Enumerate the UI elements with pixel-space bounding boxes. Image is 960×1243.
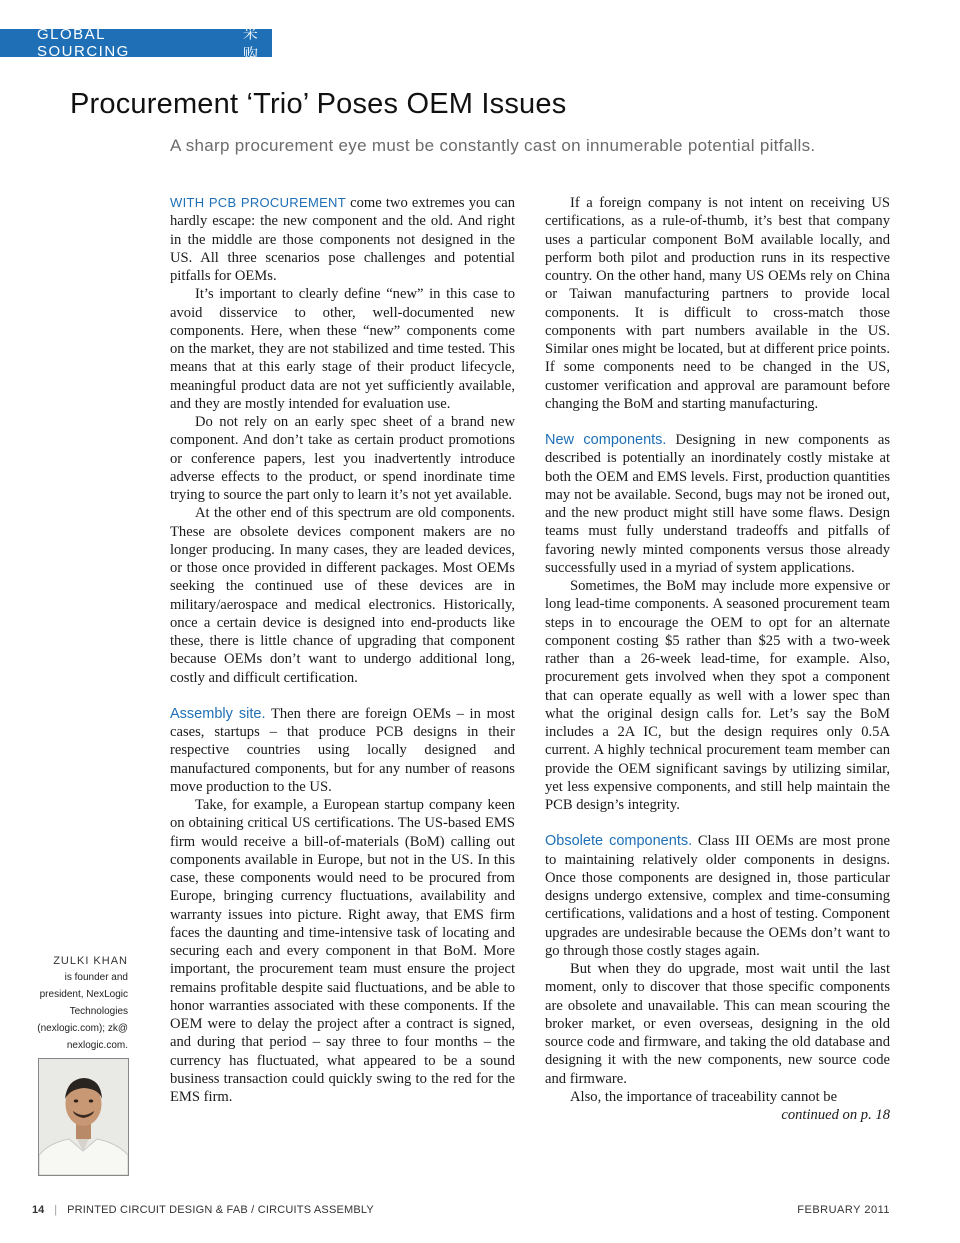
author-name: ZULKI KHAN bbox=[53, 955, 128, 967]
section-label: GLOBAL SOURCING bbox=[37, 26, 130, 60]
article-column-1 bbox=[170, 194, 515, 1106]
section-label-zh: 采购 bbox=[242, 24, 258, 63]
paragraph: At the other end of this spectrum are old components. These are obsolete devices component makers are no longer producing. In many cases, they are leaded devices, or those once provided in different packages. Most OEMs seeking the continued use of these devices are in military/aerospace and medical electronics. Historically, once a certain device is designed into end-products like these, there is little chance of upgrading that component because OEMs don’t want to undergo additional long, costly and difficult certification. bbox=[170, 505, 515, 686]
paragraph: It’s important to clearly define “new” in this case to avoid disservice to other, well-documented new components. Here, when these “new” components come on the market, they are not stabilized and time tested. This means that at this early stage of their product lifecycle, meaningful product data are not yet sufficiently available, and they are mostly intended for evaluation use. bbox=[170, 286, 515, 412]
author-photo bbox=[38, 1058, 129, 1176]
paragraph: Also, the importance of traceability cannot be bbox=[570, 1088, 838, 1105]
issue-date: FEBRUARY 2011 bbox=[797, 1204, 890, 1216]
article-title: Procurement ‘Trio’ Poses OEM Issues bbox=[70, 88, 567, 120]
author-bio bbox=[30, 953, 128, 1054]
subhead-obsolete-components: Obsolete components. bbox=[545, 833, 693, 850]
page-number: 14 bbox=[32, 1204, 45, 1216]
paragraph: Assembly site. Then there are foreign OEMs – in most cases, startups – that produce PCB designs in their respective countries using locally designed and manufactured components, but for any number of reasons move production to the US. bbox=[170, 705, 515, 795]
footer-divider: | bbox=[54, 1204, 58, 1216]
continued-note: continued on p. 18 bbox=[781, 1107, 890, 1123]
publication-name: PRINTED CIRCUIT DESIGN & FAB / CIRCUITS ASSEMBLY bbox=[67, 1204, 374, 1216]
article-column-2 bbox=[545, 194, 890, 1124]
lead-in: WITH PCB PROCUREMENT bbox=[170, 195, 346, 210]
paragraph: Obsolete components. Class III OEMs are most prone to maintaining relatively older components in designs. Once those components are designed in, those particular designs undergo extensive, complex and time-consuming certifications, validations and a host of testing. Component upgrades are undesirable because the OEMs don’t want to go through those costly stages again. bbox=[545, 833, 890, 959]
paragraph: WITH PCB PROCUREMENT come two extremes you can hardly escape: the new component and the old. And right in the middle are those components not designed in the US. All three scenarios pose challenges and potential pitfalls for OEMs. bbox=[170, 195, 515, 284]
person-portrait-icon bbox=[39, 1059, 128, 1175]
section-tab bbox=[0, 24, 272, 63]
paragraph: Do not rely on an early spec sheet of a brand new component. And don’t take as certain product promotions or conference papers, lest you inadvertently introduce adverse effects to the product, or spend inordinate time trying to source the part only to learn it’s not yet available. bbox=[170, 414, 515, 503]
paragraph: Take, for example, a European startup company keen on obtaining critical US certifications. The US-based EMS firm would receive a bill-of-materials (BoM) calling out components available in Europe, but not in the US. In this case, these components would need to be procured from Europe, bringing currency fluctuations, availability and warranty issues into picture. Right away, that EMS firm faces the daunting and time-intensive task of locating and securing each and every component in that BoM. More important, the procurement team must ensure the project remains profitable despite said fluctuations, and be able to honor warranties associated with these components. If the OEM were to delay the project after a contract is signed, and during that period – say three to four months – the currency has fluctuated, what appeared to be a sound business transaction could quickly swing to the red for the EMS firm. bbox=[170, 797, 515, 1105]
paragraph: If a foreign company is not intent on receiving US certifications, as a rule-of-thumb, it’s best that company uses a particular component BoM available locally, and perform both pilot and production runs in its respective country. On the other hand, many US OEMs rely on China or Taiwan manufacturing partners to provide local components. It is difficult to cross-match those components with part numbers available in the US. Similar ones might be located, but at different price points. If some components need to be changed in the US, customer verification and approval are paramount before changing the BoM and starting manufacturing. bbox=[545, 195, 890, 412]
article-deck: A sharp procurement eye must be constantly cast on innumerable potential pitfalls. bbox=[170, 136, 816, 155]
subhead-assembly-site: Assembly site. bbox=[170, 705, 266, 722]
page-footer bbox=[32, 1202, 890, 1218]
subhead-new-components: New components. bbox=[545, 432, 667, 448]
paragraph: New components. Designing in new components as described is potentially an inordinately costly mistake at both the OEM and EMS levels. First, production quantities may not be available. Second, bugs may not be ironed out, and the new product might still have some flaws. Design teams must fully understand tradeoffs and pitfalls of favoring newly minted components versus those already successfully used in a myriad of system applications. bbox=[545, 432, 890, 576]
paragraph: Sometimes, the BoM may include more expensive or long lead-time components. A seasoned procurement team steps in to encourage the OEM to opt for an alternate component costing $5 rather than $25 with a two-week rather than a 26-week lead-time, for example. Also, procurement gets involved when they spot a component that can operate equally as well with a lower spec than what the original design calls for. Let’s say the BoM includes a 2A IC, but the design requires only 0.5A current. A highly technical procurement team member can provide the OEM significant savings by utilizing similar, yet less expensive components, and still help maintain the PCB design’s integrity. bbox=[545, 578, 890, 813]
author-description: is founder and president, NexLogic Technologies (nexlogic.com); zk@ nexlogic.com. bbox=[37, 971, 128, 1051]
paragraph: But when they do upgrade, most wait until the last moment, only to discover that those specific components are obsolete and unavailable. This can mean scouring the broker market, or even overseas, designing in the old source code and firmware, and taking the old database and designing it with the new components, new source code and firmware. bbox=[545, 961, 890, 1087]
